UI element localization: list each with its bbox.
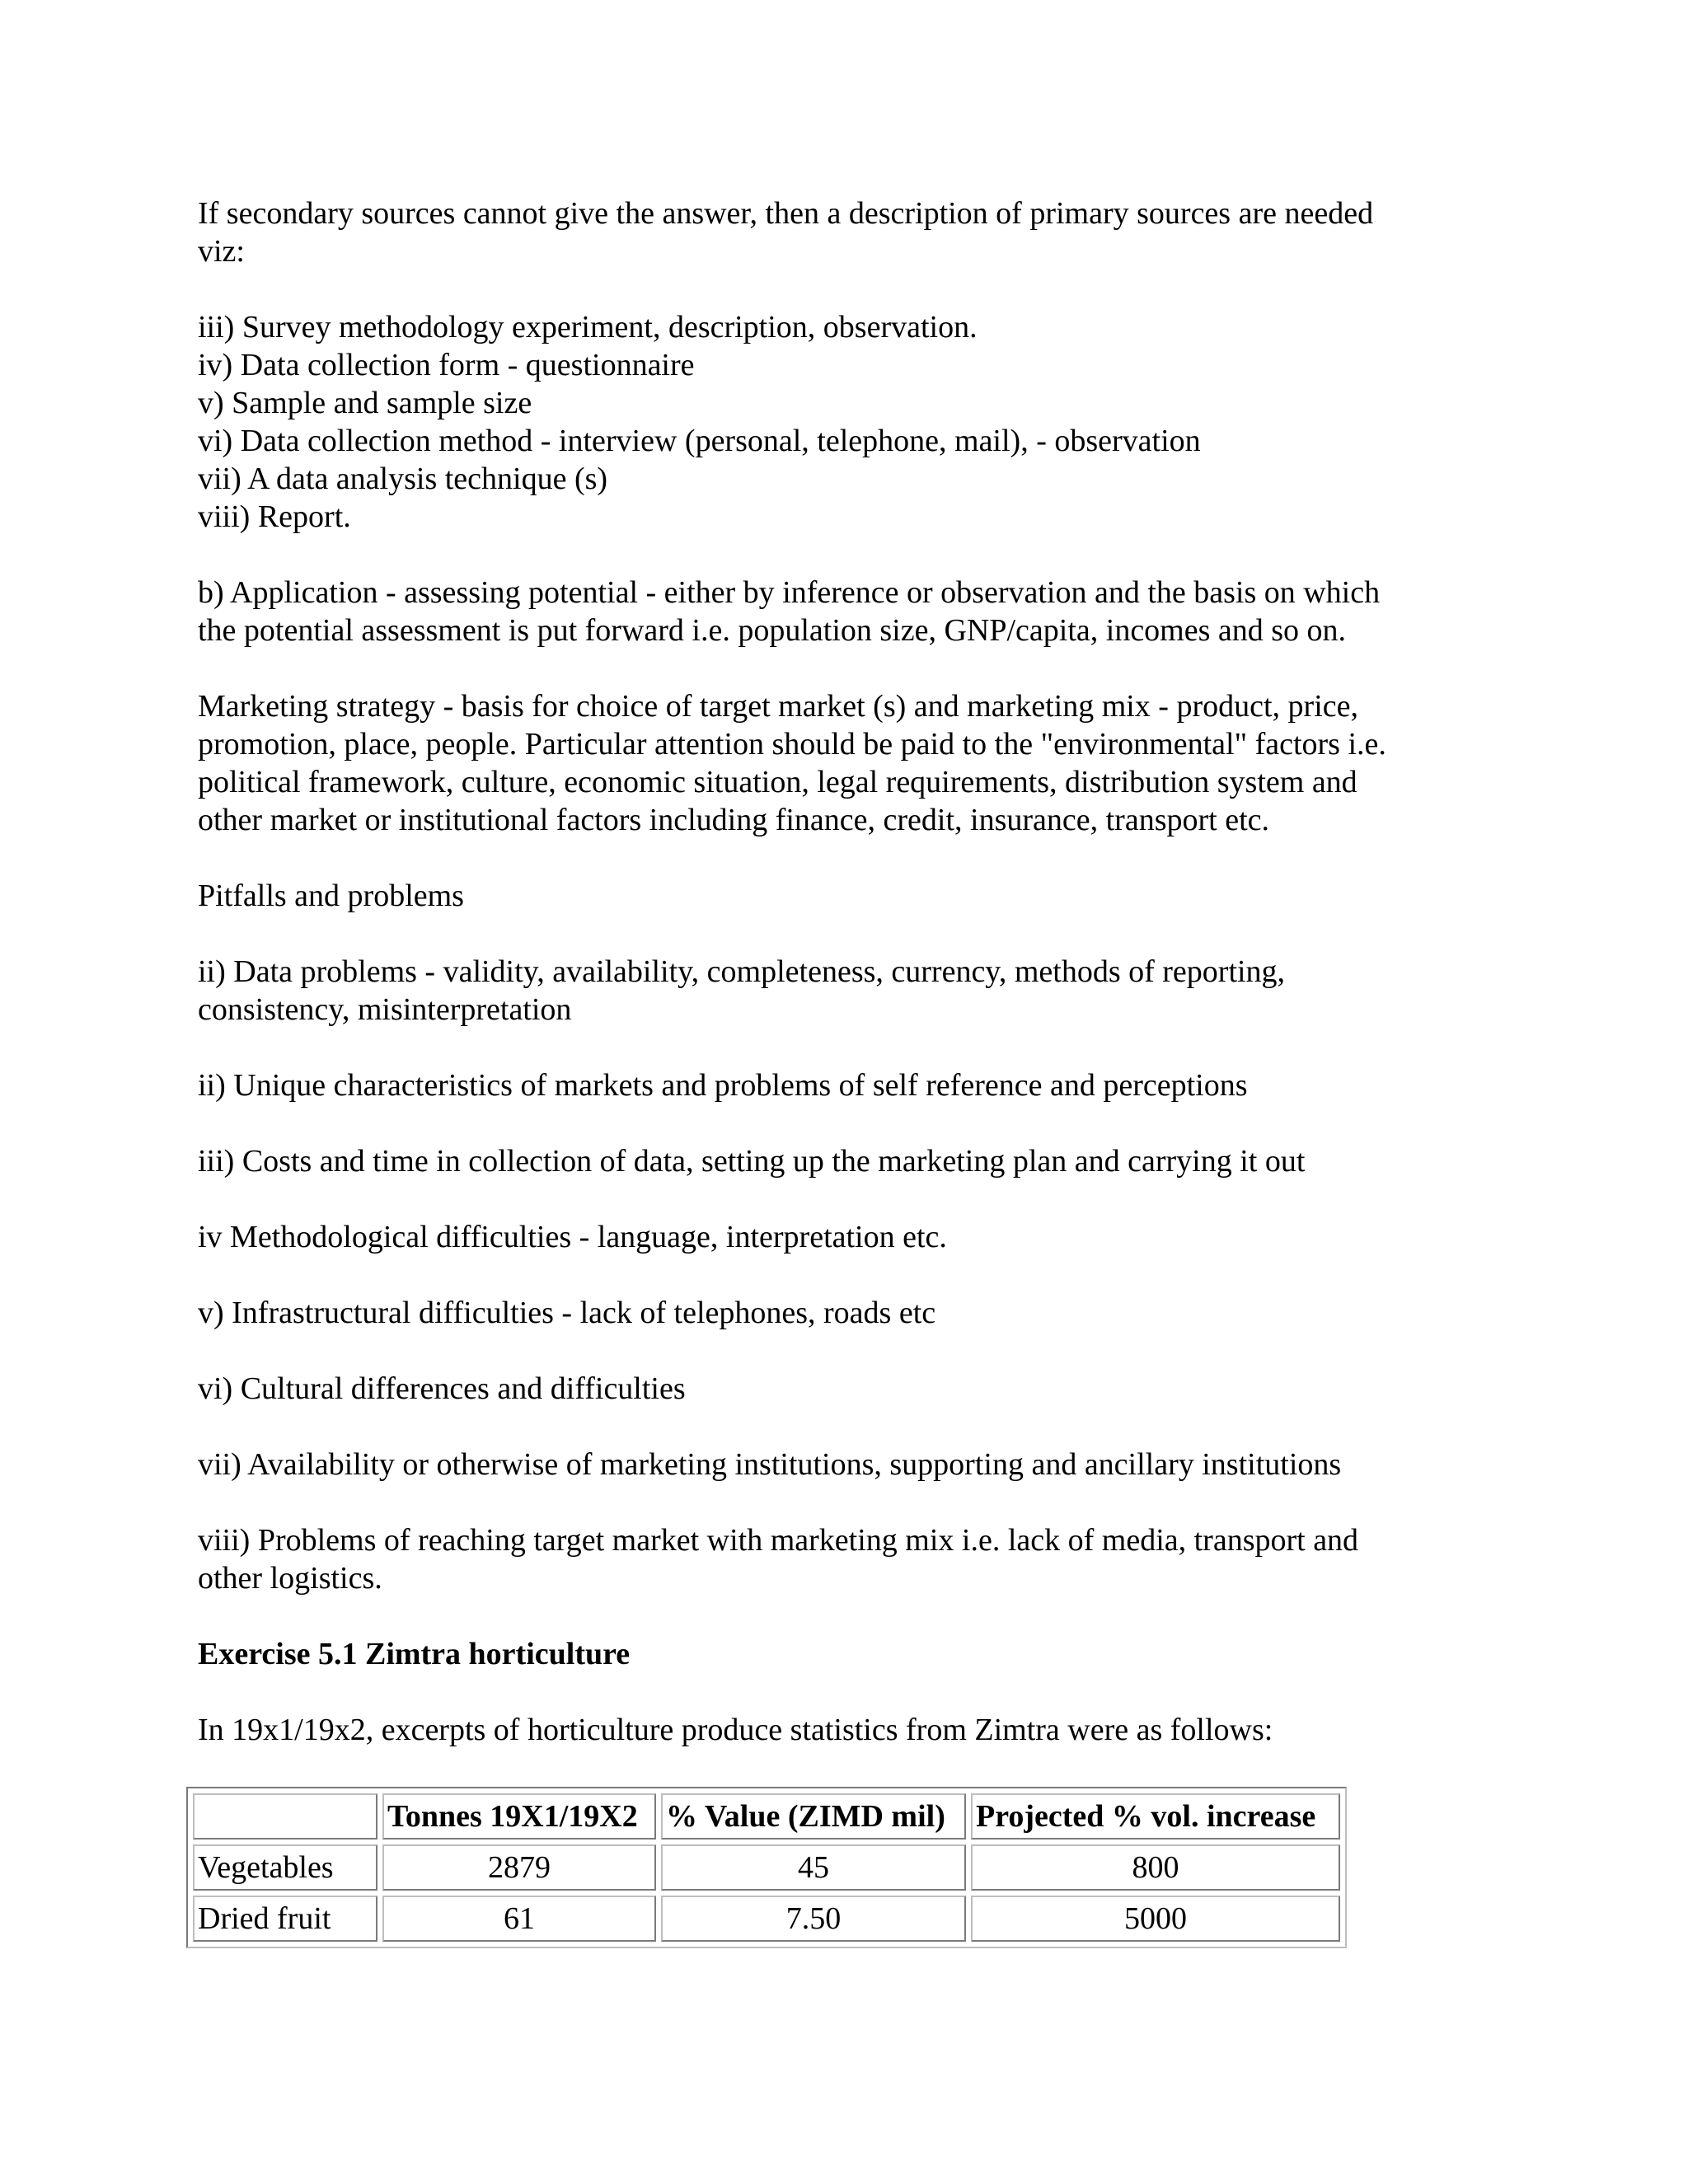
text-line: other market or institutional factors including finance, credit, insurance, transport etc.: [198, 803, 1269, 837]
table-header-cell: Projected % vol. increase: [971, 1793, 1340, 1840]
table-cell: 61: [382, 1896, 656, 1942]
text-line: iv Methodological difficulties - language, interpretation etc.: [198, 1220, 947, 1254]
text-line: If secondary sources cannot give the answer, then a description of primary sources are needed: [198, 196, 1374, 231]
table-header-cell: % Value (ZIMD mil): [661, 1793, 966, 1840]
pitfall-item: [198, 1142, 1484, 1180]
text-line: viii) Problems of reaching target market with marketing mix i.e. lack of media, transport and: [198, 1523, 1359, 1558]
exercise-title: [198, 1635, 1484, 1673]
exercise-intro: [198, 1711, 1484, 1749]
table-cell: 2879: [382, 1844, 656, 1891]
pitfall-item: [198, 1066, 1484, 1104]
pitfall-item: [198, 1218, 1484, 1256]
table-cell: 800: [971, 1844, 1340, 1891]
text-line: political framework, culture, economic situation, legal requirements, distribution system and: [198, 765, 1357, 799]
text-line: Marketing strategy - basis for choice of target market (s) and marketing mix - product, price,: [198, 689, 1358, 724]
list-item: iv) Data collection form - questionnaire: [198, 348, 695, 382]
text-line: ii) Unique characteristics of markets and problems of self reference and perceptions: [198, 1068, 1248, 1103]
list-item: vii) A data analysis technique (s): [198, 462, 608, 496]
horticulture-stats-table: [186, 1787, 1347, 1948]
pitfall-item: [198, 1521, 1484, 1597]
table-row: [193, 1844, 1340, 1891]
table-cell: 45: [661, 1844, 966, 1891]
intro-paragraph: [198, 194, 1484, 270]
text-line: In 19x1/19x2, excerpts of horticulture produce statistics from Zimtra were as follows:: [198, 1713, 1273, 1747]
list-item: iii) Survey methodology experiment, description, observation.: [198, 310, 978, 344]
application-paragraph: [198, 574, 1484, 649]
table-cell: Vegetables: [193, 1844, 377, 1891]
pitfall-item: [198, 1370, 1484, 1408]
text-line: viz:: [198, 234, 245, 269]
text-line: v) Infrastructural difficulties - lack of telephones, roads etc: [198, 1296, 936, 1330]
table-header-row: [193, 1793, 1340, 1840]
text-line: the potential assessment is put forward i.e. population size, GNP/capita, incomes and so on.: [198, 613, 1347, 648]
table-row: [193, 1896, 1340, 1942]
list-item: viii) Report.: [198, 499, 351, 534]
list-item: v) Sample and sample size: [198, 386, 532, 420]
text-line: promotion, place, people. Particular attention should be paid to the "environmental" factors i.e.: [198, 727, 1386, 762]
text-line: consistency, misinterpretation: [198, 992, 572, 1027]
strategy-paragraph: [198, 687, 1484, 839]
list-item: vi) Data collection method - interview (personal, telephone, mail), - observation: [198, 424, 1201, 458]
text-line: other logistics.: [198, 1561, 382, 1596]
text-line: Pitfalls and problems: [198, 879, 464, 913]
pitfall-item: [198, 953, 1484, 1029]
primary-sources-list: [198, 308, 1484, 536]
document-page: [198, 194, 1484, 1948]
text-line: vi) Cultural differences and difficulties: [198, 1371, 686, 1406]
heading-text: Exercise 5.1 Zimtra horticulture: [198, 1637, 631, 1671]
table-cell: 7.50: [661, 1896, 966, 1942]
pitfall-item: [198, 1446, 1484, 1483]
text-line: ii) Data problems - validity, availability, completeness, currency, methods of reporting,: [198, 954, 1286, 989]
table-header-cell: [193, 1793, 377, 1840]
table-cell: 5000: [971, 1896, 1340, 1942]
table-cell: Dried fruit: [193, 1896, 377, 1942]
text-line: iii) Costs and time in collection of data, setting up the marketing plan and carrying it out: [198, 1144, 1306, 1179]
table-header-cell: Tonnes 19X1/19X2: [382, 1793, 656, 1840]
text-line: vii) Availability or otherwise of marketing institutions, supporting and ancillary institutions: [198, 1447, 1342, 1482]
text-line: b) Application - assessing potential - either by inference or observation and the basis on which: [198, 575, 1381, 610]
pitfalls-title: [198, 877, 1484, 915]
pitfall-item: [198, 1294, 1484, 1332]
